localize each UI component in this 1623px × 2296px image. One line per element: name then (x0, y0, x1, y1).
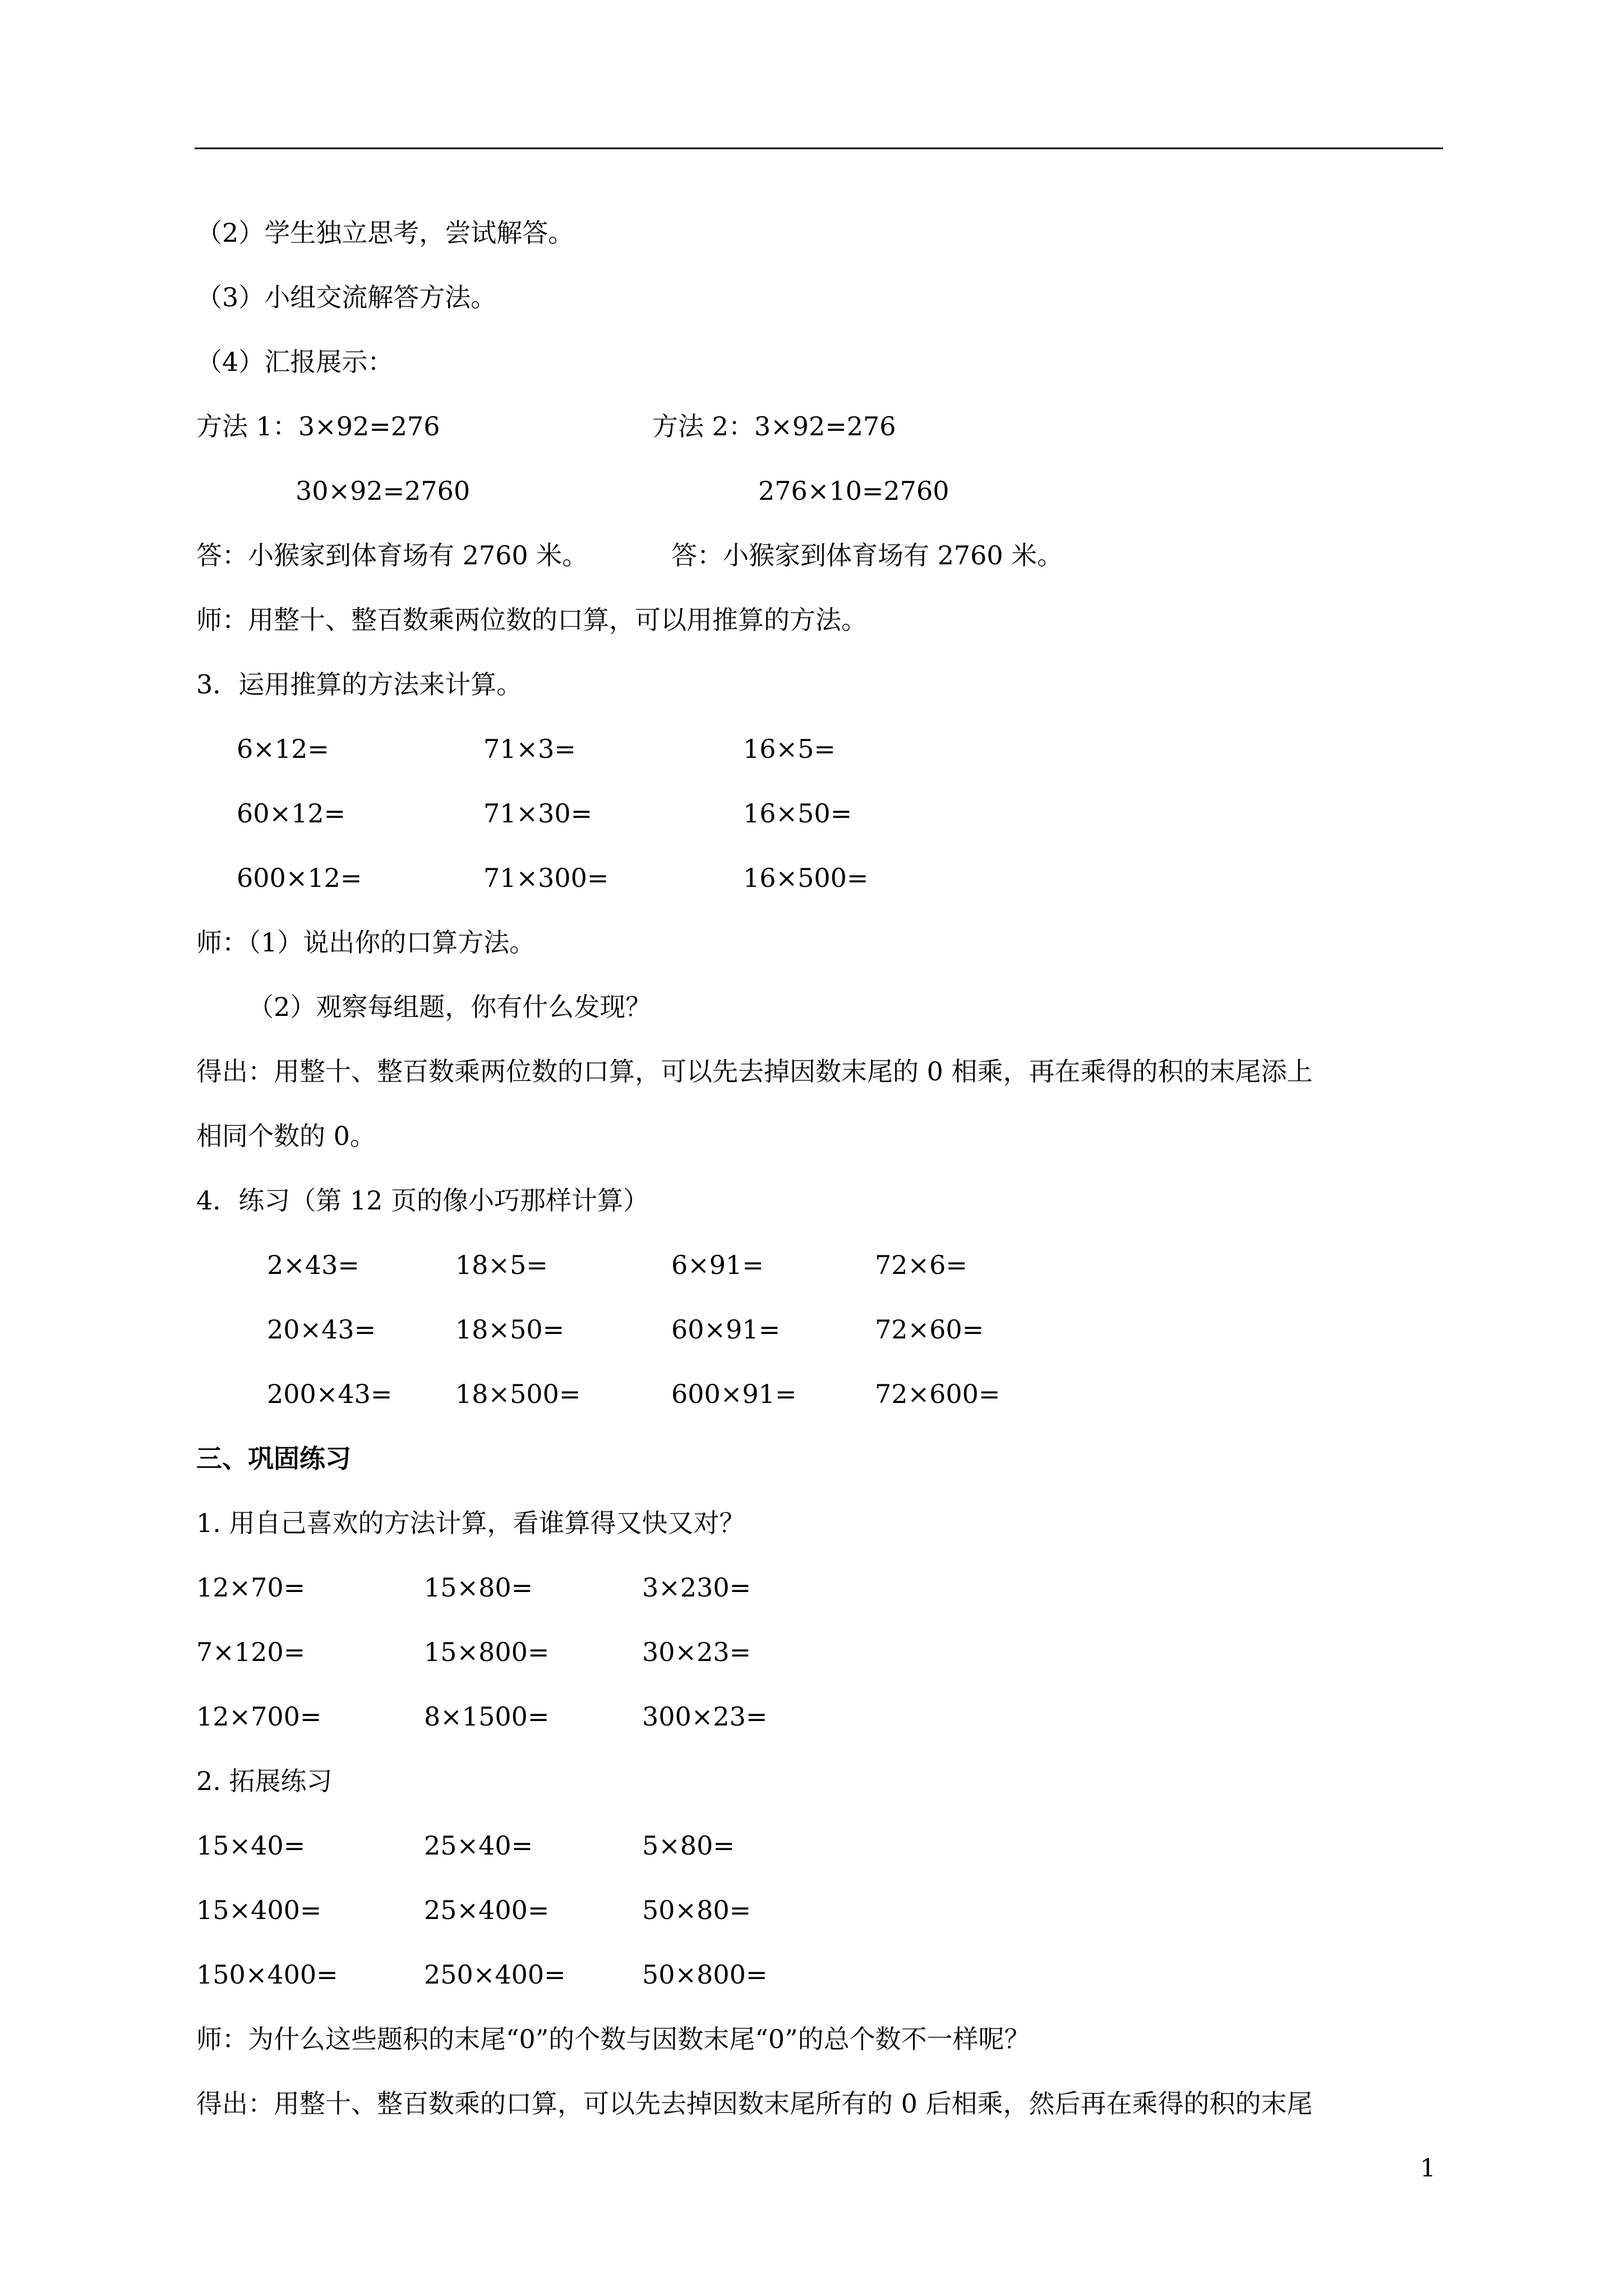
conclusion-2: 得出：用整十、整百数乘的口算，可以先去掉因数末尾所有的 0 后相乘，然后再在乘得的积的末尾 (196, 2088, 1313, 2119)
grid-p2-cell: 50×800= (642, 1959, 768, 1990)
grid-s3-cell: 16×50= (743, 798, 852, 829)
grid-p2-cell: 25×400= (424, 1895, 550, 1925)
grid-p2-cell: 15×40= (196, 1830, 306, 1861)
grid-s3-cell: 60×12= (237, 798, 346, 829)
practice-2-heading: 2. 拓展练习 (196, 1766, 333, 1796)
step-2-line: （2）学生独立思考，尝试解答。 (196, 218, 574, 248)
teacher-note-3: 师：为什么这些题积的末尾“0”的个数与因数末尾“0”的总个数不一样呢？ (196, 2024, 1030, 2054)
grid-s3-cell: 16×5= (743, 734, 836, 764)
answer-1: 答：小猴家到体育场有 2760 米。 (196, 540, 588, 570)
grid-p2-cell: 50×80= (642, 1895, 751, 1925)
grid-s4-cell: 2×43= (267, 1250, 359, 1280)
conclusion-1-line-1: 得出：用整十、整百数乘两位数的口算，可以先去掉因数末尾的 0 相乘，再在乘得的积的末尾添上 (196, 1056, 1313, 1087)
grid-s4-cell: 18×50= (455, 1314, 565, 1345)
grid-s3-cell: 16×500= (743, 863, 869, 893)
grid-p1-cell: 8×1500= (424, 1701, 550, 1732)
step-4-line: （4）汇报展示： (196, 347, 394, 377)
practice-1-heading: 1. 用自己喜欢的方法计算，看谁算得又快又对？ (196, 1508, 745, 1538)
grid-s4-cell: 60×91= (671, 1314, 781, 1345)
grid-s4-cell: 18×5= (455, 1250, 548, 1280)
grid-p1-cell: 12×70= (196, 1572, 306, 1603)
method-1-step-1: 方法 1：3×92=276 (196, 411, 440, 441)
method-1-step-2: 30×92=2760 (296, 476, 471, 506)
grid-p1-cell: 300×23= (642, 1701, 768, 1732)
page-number: 1 (1420, 2154, 1436, 2183)
header-rule (195, 148, 1443, 149)
grid-s4-cell: 72×60= (875, 1314, 984, 1345)
grid-s4-cell: 72×6= (875, 1250, 967, 1280)
grid-s3-cell: 71×30= (483, 798, 593, 829)
teacher-note-1: 师：用整十、整百数乘两位数的口算，可以用推算的方法。 (196, 605, 867, 635)
grid-s4-cell: 20×43= (267, 1314, 376, 1345)
grid-p2-cell: 25×40= (424, 1830, 533, 1861)
grid-p2-cell: 5×80= (642, 1830, 735, 1861)
step-3-line: （3）小组交流解答方法。 (196, 282, 497, 312)
grid-s3-cell: 6×12= (237, 734, 329, 764)
grid-s3-cell: 71×300= (483, 863, 609, 893)
conclusion-1-line-2: 相同个数的 0。 (196, 1121, 376, 1151)
section-3-heading: 3．运用推算的方法来计算。 (196, 669, 523, 700)
grid-s4-cell: 600×91= (671, 1379, 797, 1409)
grid-p1-cell: 12×700= (196, 1701, 322, 1732)
grid-p1-cell: 7×120= (196, 1637, 306, 1667)
method-2-step-1: 方法 2：3×92=276 (652, 411, 896, 441)
grid-s3-cell: 600×12= (237, 863, 362, 893)
section-consolidation-heading: 三、巩固练习 (196, 1443, 351, 1474)
answer-2: 答：小猴家到体育场有 2760 米。 (671, 540, 1063, 570)
grid-s4-cell: 200×43= (267, 1379, 393, 1409)
grid-p2-cell: 150×400= (196, 1959, 338, 1990)
grid-p1-cell: 30×23= (642, 1637, 751, 1667)
teacher-note-2b: （2）观察每组题，你有什么发现？ (248, 992, 652, 1022)
grid-s4-cell: 72×600= (875, 1379, 1000, 1409)
grid-p2-cell: 250×400= (424, 1959, 566, 1990)
grid-s3-cell: 71×3= (483, 734, 576, 764)
grid-s4-cell: 6×91= (671, 1250, 764, 1280)
grid-s4-cell: 18×500= (455, 1379, 581, 1409)
section-4-heading: 4．练习（第 12 页的像小巧那样计算） (196, 1185, 649, 1216)
grid-p1-cell: 15×80= (424, 1572, 533, 1603)
grid-p1-cell: 15×800= (424, 1637, 550, 1667)
teacher-note-2a: 师：（1）说出你的口算方法。 (196, 927, 536, 958)
grid-p2-cell: 15×400= (196, 1895, 322, 1925)
grid-p1-cell: 3×230= (642, 1572, 751, 1603)
method-2-step-2: 276×10=2760 (758, 476, 949, 506)
